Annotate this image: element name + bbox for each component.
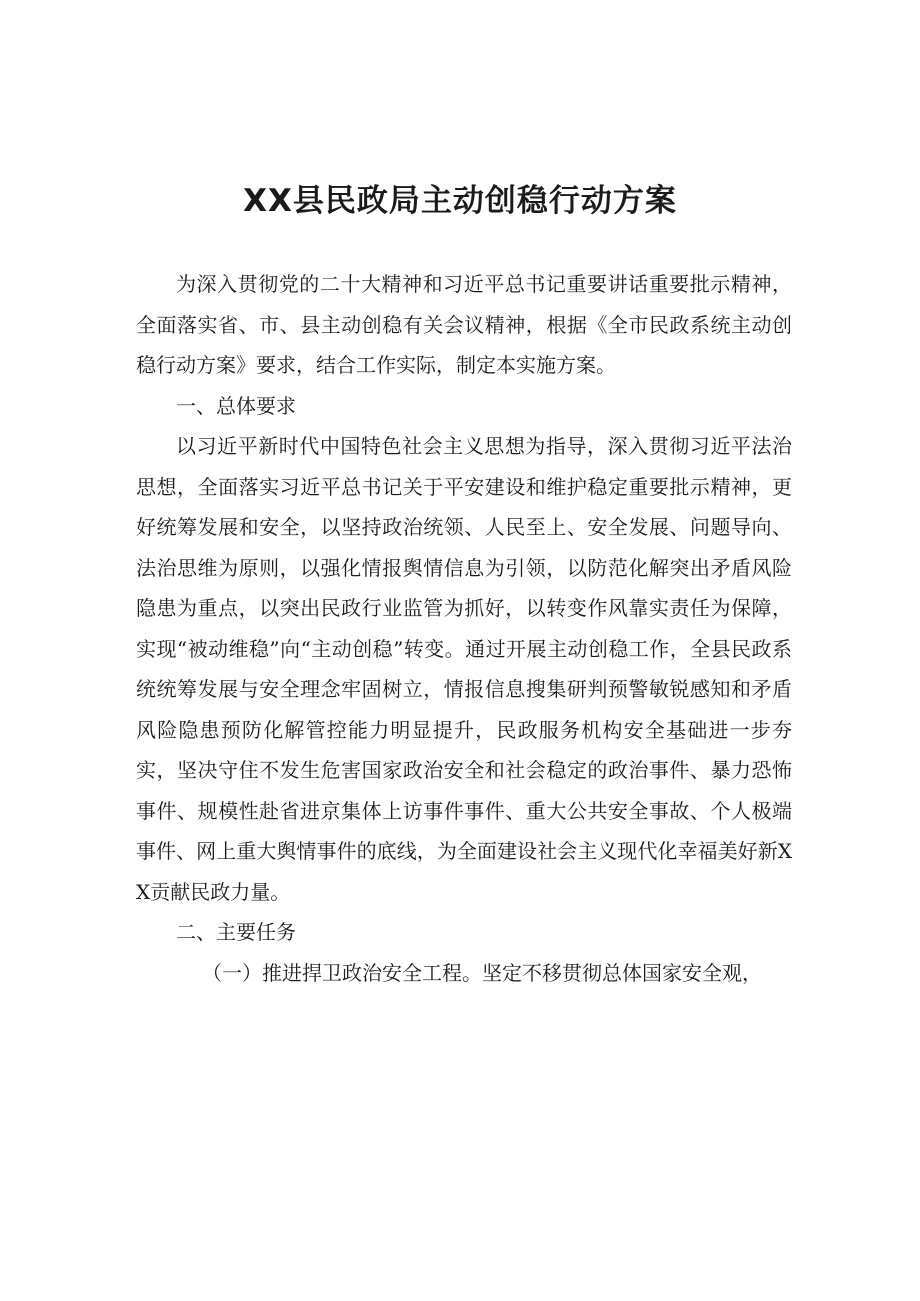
section-1-heading: 一、总体要求 — [176, 393, 296, 418]
intro-paragraph: 为深入贯彻党的二十大精神和习近平总书记重要讲话重要批示精神，全面落实省、市、县主动创稳有关会议精神，根据《全市民政系统主动创稳行动方案》要求，结合工作实际，制定本实施方案。 — [136, 272, 792, 377]
section-2-heading: 二、主要任务 — [176, 920, 296, 944]
section-1-paragraph: 以习近平新时代中国特色社会主义思想为指导，深入贯彻习近平法治思想，全面落实习近平总书记关于平安建设和维护稳定重要批示精神，更好统筹发展和安全，以坚持政治统领、人民至上、安全发展、问题导向、法治思维为原则，以强化情报舆情信息为引领，以防范化解突出矛盾风险隐患为重点，以突出民政行业监管为抓好，以转变作风靠实责任为保障，实现“被动维稳”向“主动创稳”转变。通过开展主动创稳工作，全县民政系统统筹发展与安全理念牢固树立，情报信息搜集研判预警敏锐感知和矛盾风险隐患预防化解管控能力明显提升，民政服务机构安全基础进一步夯实，坚决守住不发生危害国家政治安全和社会稳定的政治事件、暴力恐怖事件、规模性赴省进京集体上访事件事件、重大公共安全事故、个人极端事件、网上重大舆情事件的底线，为全面建设社会主义现代化幸福美好新XX贡献民政力量。 — [136, 434, 792, 904]
section-2-item-1: （一）推进捍卫政治安全工程。坚定不移贯彻总体国家安全观， — [202, 960, 762, 985]
document-title: XX县民政局主动创稳行动方案 — [243, 183, 677, 219]
document-body — [136, 264, 792, 993]
